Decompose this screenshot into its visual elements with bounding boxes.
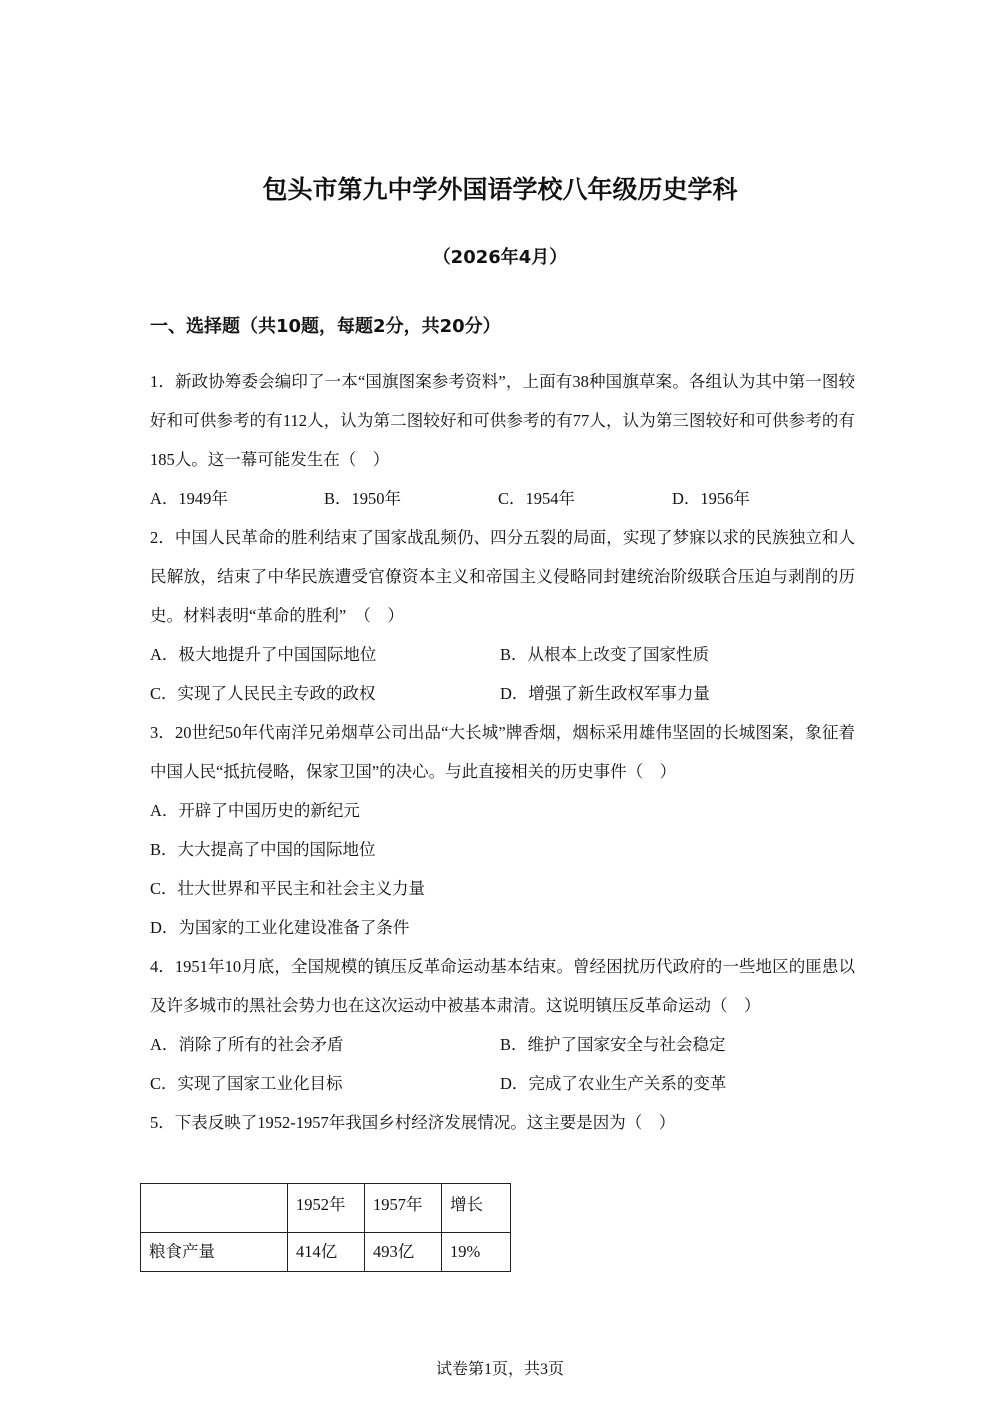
question-stem: 1．新政协筹委会编印了一本“国旗图案参考资料”，上面有38种国旗草案。各组认为其中第一图较好和可供参考的有112人，认为第二图较好和可供参考的有77人，认为第三图较好和可供参考的有185人。这一幕可能发生在（ ） [150, 372, 855, 469]
option-d: D．增强了新生政权军事力量 [500, 684, 710, 703]
question-options-row-2 [150, 1064, 855, 1103]
exam-date: （2026年4月） [432, 247, 568, 268]
question-3 [150, 713, 855, 947]
table-header-cell: 1952年 [288, 1184, 365, 1233]
question-1 [150, 362, 855, 518]
question-2 [150, 518, 855, 713]
option-b: B．大大提高了中国的国际地位 [150, 840, 376, 859]
question-5 [150, 1103, 855, 1142]
question-options-row-2 [150, 674, 855, 713]
questions [150, 362, 855, 1142]
grain-output-table [140, 1183, 511, 1272]
table-cell: 19% [442, 1233, 511, 1272]
option-c: C．1954年 [498, 489, 576, 508]
option-d: D．为国家的工业化建设准备了条件 [150, 918, 410, 937]
page-footer: 试卷第1页，共3页 [435, 1361, 564, 1378]
question-options [150, 479, 855, 518]
option-c: C．实现了国家工业化目标 [150, 1074, 343, 1093]
option-c: C．壮大世界和平民主和社会主义力量 [150, 879, 426, 898]
option-a: A．1949年 [150, 489, 228, 508]
question-stem: 3．20世纪50年代南洋兄弟烟草公司出品“大长城”牌香烟，烟标采用雄伟坚固的长城图案，象征着中国人民“抵抗侵略，保家卫国”的决心。与此直接相关的历史事件（ ） [150, 723, 855, 781]
table-header-cell [141, 1184, 288, 1233]
question-options-row-1 [150, 635, 855, 674]
question-4 [150, 947, 855, 1103]
option-d: D．完成了农业生产关系的变革 [500, 1074, 727, 1093]
option-a: A．消除了所有的社会矛盾 [150, 1035, 344, 1054]
question-stem: 4．1951年10月底，全国规模的镇压反革命运动基本结束。曾经困扰历代政府的一些地区的匪患以及许多城市的黑社会势力也在这次运动中被基本肃清。这说明镇压反革命运动（ ） [150, 957, 855, 1015]
table-row [141, 1233, 511, 1272]
question-stem: 5．下表反映了1952-1957年我国乡村经济发展情况。这主要是因为（ ） [150, 1113, 676, 1132]
exam-title: 包头市第九中学外国语学校八年级历史学科 [262, 175, 738, 204]
option-a: A．开辟了中国历史的新纪元 [150, 801, 360, 820]
table-cell: 粮食产量 [141, 1233, 288, 1272]
option-b: B．维护了国家安全与社会稳定 [500, 1035, 726, 1054]
table-cell: 414亿 [288, 1233, 365, 1272]
option-b: B．从根本上改变了国家性质 [500, 645, 710, 664]
option-a: A．极大地提升了中国国际地位 [150, 645, 377, 664]
table-cell: 493亿 [365, 1233, 442, 1272]
table-header-cell: 1957年 [365, 1184, 442, 1233]
table-header-cell: 增长 [442, 1184, 511, 1233]
question-options-row-1 [150, 1025, 855, 1064]
option-c: C．实现了人民民主专政的政权 [150, 684, 376, 703]
section-heading: 一、选择题（共10题，每题2分，共20分） [150, 316, 501, 337]
option-b: B．1950年 [324, 489, 402, 508]
question-stem: 2．中国人民革命的胜利结束了国家战乱频仍、四分五裂的局面，实现了梦寐以求的民族独立和人民解放，结束了中华民族遭受官僚资本主义和帝国主义侵略同封建统治阶级联合压迫与剥削的历史。材料表明“革命的胜利” （ ） [150, 528, 855, 625]
table-header-row [141, 1184, 511, 1233]
option-d: D．1956年 [672, 489, 750, 508]
